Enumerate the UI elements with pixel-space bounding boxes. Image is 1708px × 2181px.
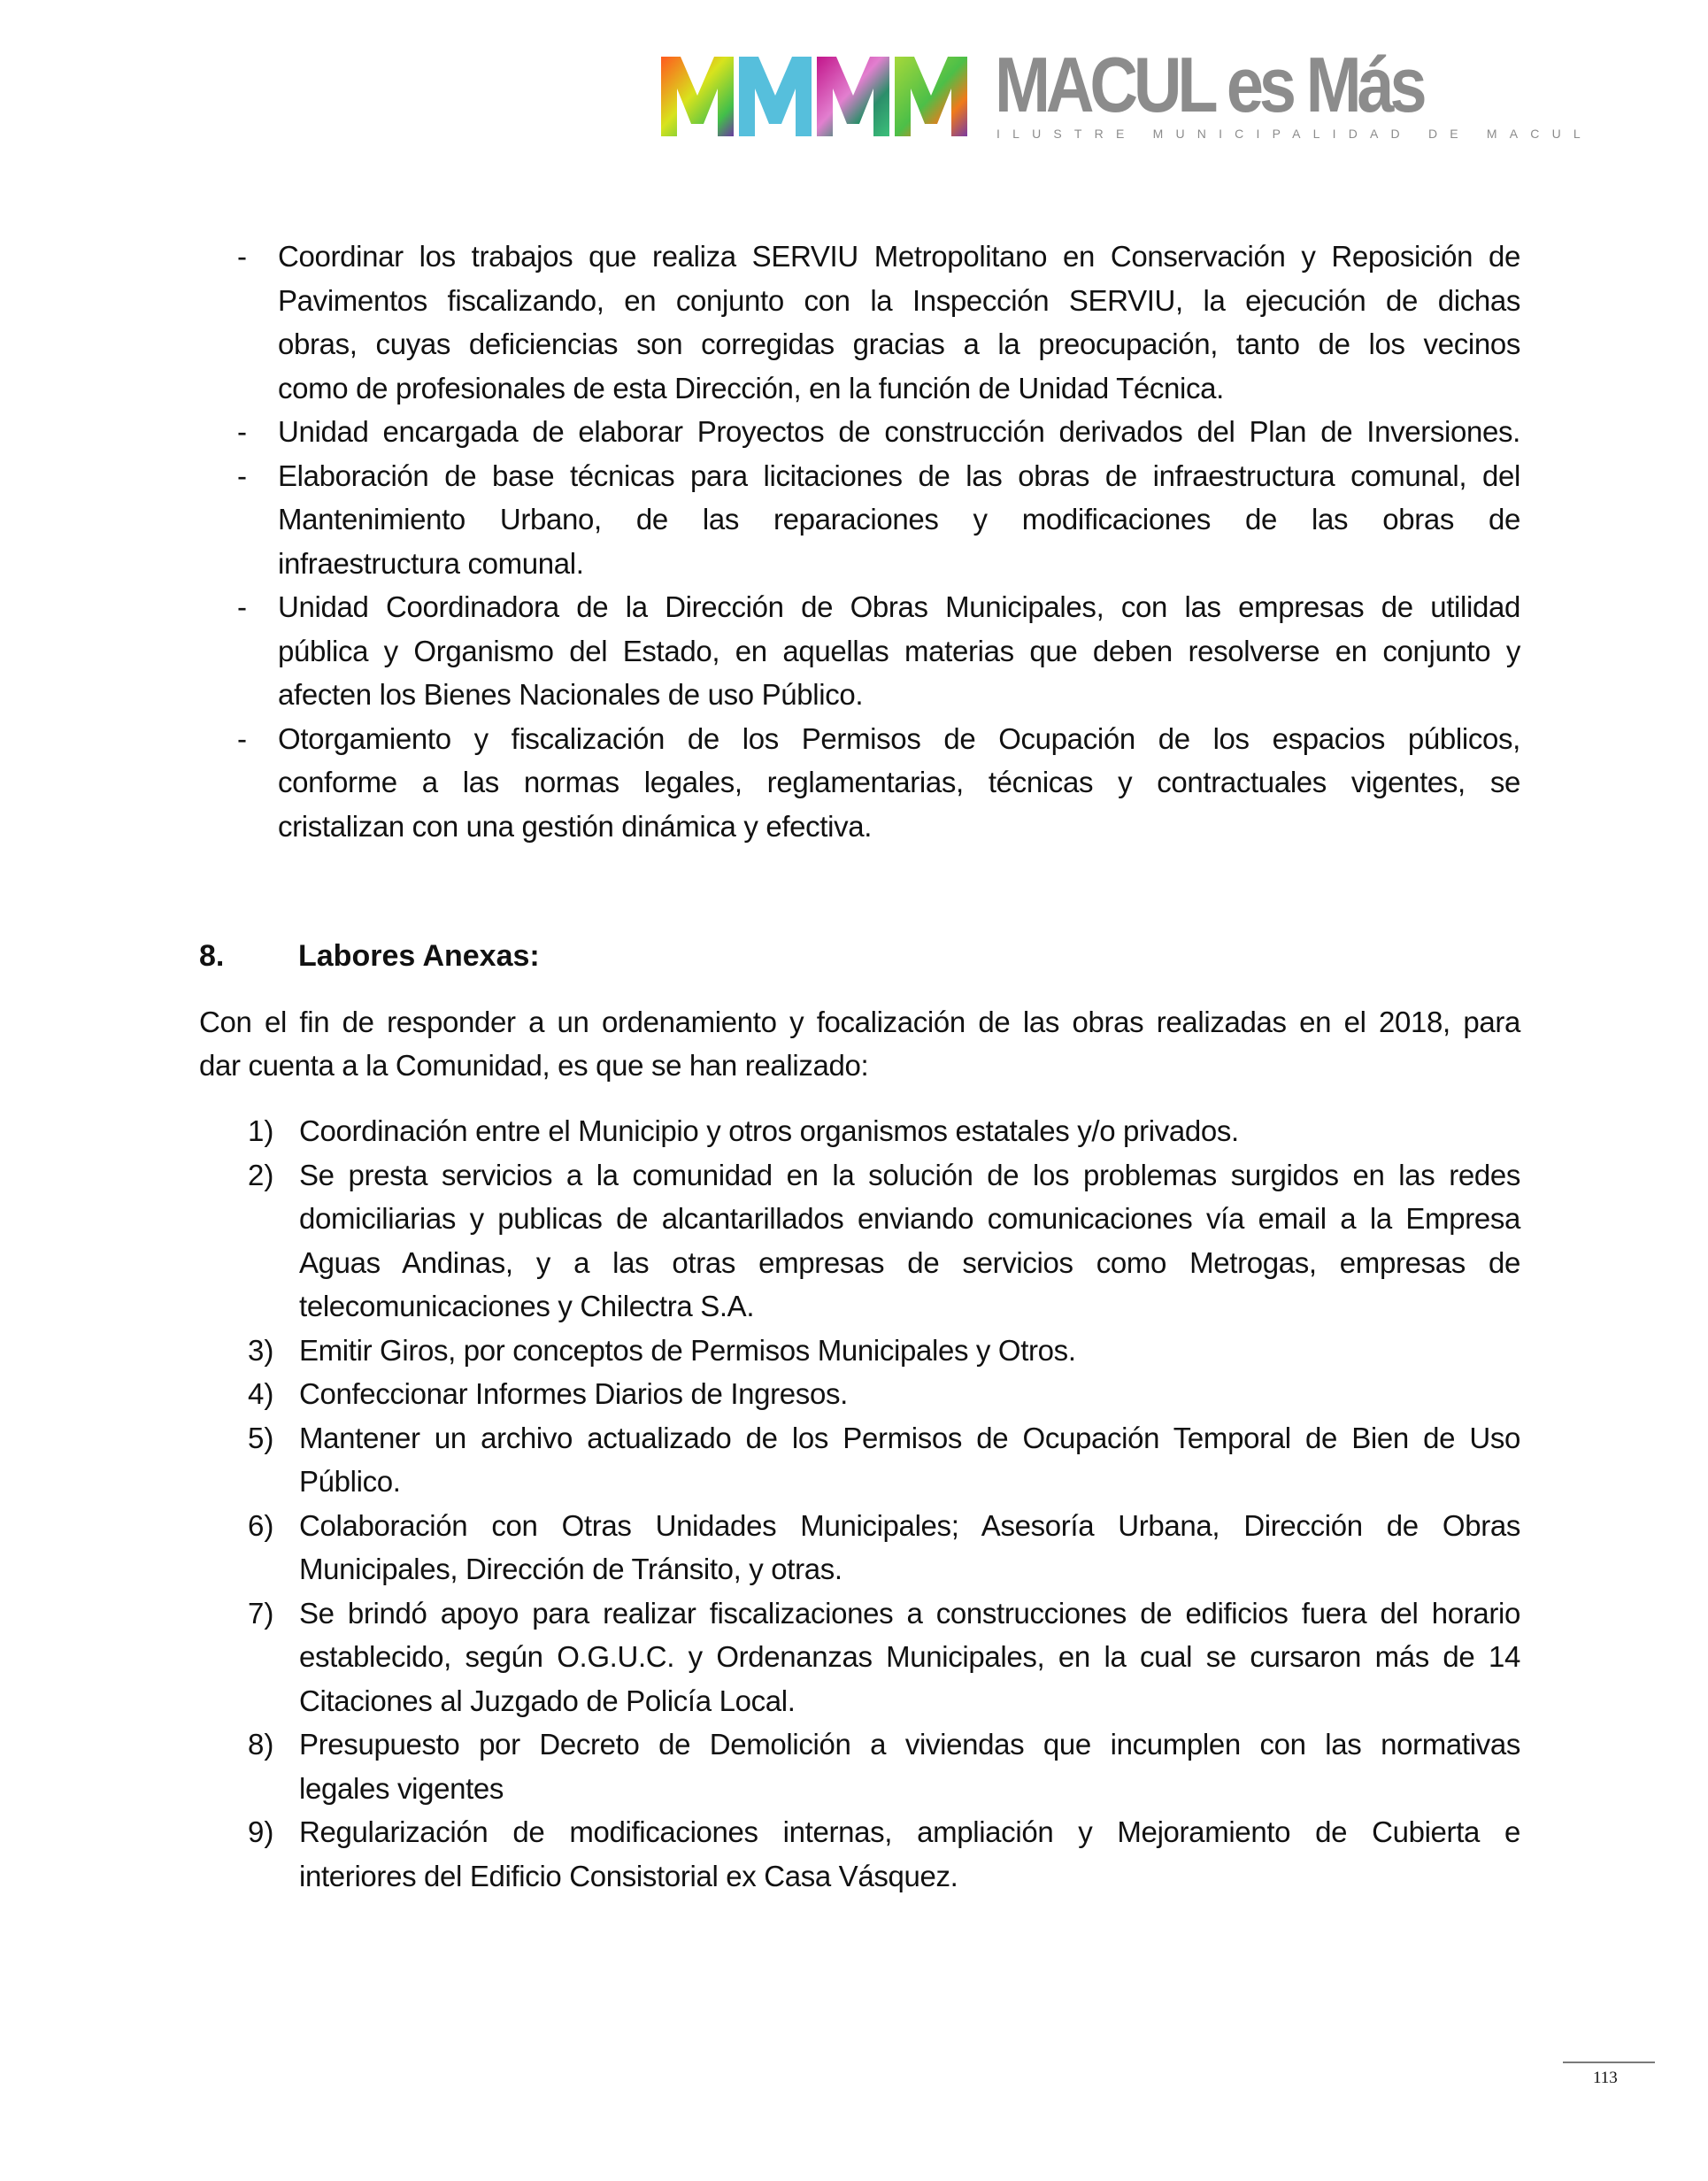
list-item-line: establecido, según O.G.U.C. y Ordenanzas Municipales, en la cual se cursaron más de 14 (299, 1640, 1520, 1673)
list-item-line: afecten los Bienes Nacionales de uso Público. (278, 678, 864, 711)
list-marker-dash: - (237, 722, 247, 755)
section-title: Labores Anexas: (298, 939, 540, 973)
list-item-line: Mantener un archivo actualizado de los Permisos de Ocupación Temporal de Bien de Uso (299, 1422, 1520, 1454)
list-number: 8) (248, 1728, 274, 1761)
list-number: 3) (248, 1334, 274, 1367)
footer-divider (1563, 2062, 1655, 2063)
page-number: 113 (1593, 2069, 1618, 2087)
list-item-line: domiciliarias y publicas de alcantarillados enviando comunicaciones vía email a la Empresa (299, 1202, 1520, 1235)
list-item-line: Unidad Coordinadora de la Dirección de Obras Municipales, con las empresas de utilidad (278, 590, 1520, 623)
list-item-line: telecomunicaciones y Chilectra S.A. (299, 1290, 755, 1322)
logo-letter-m-2 (739, 57, 812, 136)
brand-wordmark: MACUL es Más (995, 41, 1423, 128)
list-item-line: Emitir Giros, por conceptos de Permisos Municipales y Otros. (299, 1334, 1076, 1367)
list-number: 2) (248, 1159, 274, 1191)
list-item-line: Mantenimiento Urbano, de las reparaciones y modificaciones de las obras de (278, 503, 1520, 536)
logo-letter-m-3 (817, 57, 889, 136)
list-item-line: Unidad encargada de elaborar Proyectos de construcción derivados del Plan de Inversiones. (278, 415, 1520, 448)
list-marker-dash: - (237, 240, 247, 273)
m-letter-icon (661, 57, 734, 136)
list-item-line: Otorgamiento y fiscalización de los Permisos de Ocupación de los espacios públicos, (278, 722, 1520, 755)
macul-m-logo (661, 57, 969, 136)
list-item-line: Municipales, Dirección de Tránsito, y otras. (299, 1553, 842, 1585)
list-item-line: Pavimentos fiscalizando, en conjunto con la Inspección SERVIU, la ejecución de dichas (278, 284, 1520, 317)
list-marker-dash: - (237, 459, 247, 492)
list-item-line: Se brindó apoyo para realizar fiscalizaciones a construcciones de edificios fuera del horario (299, 1597, 1520, 1630)
list-item-line: Coordinar los trabajos que realiza SERVIU Metropolitano en Conservación y Reposición de (278, 240, 1520, 273)
logo-letter-m-1 (661, 57, 734, 136)
list-item-line: Público. (299, 1465, 401, 1498)
list-item-line: Presupuesto por Decreto de Demolición a viviendas que incumplen con las normativas (299, 1728, 1520, 1761)
list-number: 6) (248, 1509, 274, 1542)
list-item-line: Elaboración de base técnicas para licitaciones de las obras de infraestructura comunal, del (278, 459, 1520, 492)
brand-tagline: ILUSTRE MUNICIPALIDAD DE MACUL (996, 127, 1593, 141)
list-item-line: Coordinación entre el Municipio y otros organismos estatales y/o privados. (299, 1114, 1239, 1147)
list-number: 5) (248, 1422, 274, 1454)
m-letter-icon (895, 57, 967, 136)
list-item-line: Regularización de modificaciones internas, ampliación y Mejoramiento de Cubierta e (299, 1815, 1520, 1848)
m-letter-icon (817, 57, 889, 136)
list-number: 1) (248, 1114, 274, 1147)
logo-letter-m-4 (895, 57, 967, 136)
list-item-line: Confeccionar Informes Diarios de Ingresos. (299, 1377, 848, 1410)
list-number: 7) (248, 1597, 274, 1630)
list-item-line: como de profesionales de esta Dirección, en la función de Unidad Técnica. (278, 372, 1224, 405)
list-number: 4) (248, 1377, 274, 1410)
list-item-line: interiores del Edificio Consistorial ex Casa Vásquez. (299, 1860, 958, 1892)
list-item-line: obras, cuyas deficiencias son corregidas gracias a la preocupación, tanto de los vecinos (278, 328, 1520, 360)
list-item-line: conforme a las normas legales, reglamentarias, técnicas y contractuales vigentes, se (278, 766, 1520, 798)
intro-paragraph-line: Con el fin de responder a un ordenamiento y focalización de las obras realizadas en el 2018, para (199, 1006, 1520, 1038)
list-item-line: Aguas Andinas, y a las otras empresas de servicios como Metrogas, empresas de (299, 1246, 1520, 1279)
m-letter-icon (739, 57, 812, 136)
list-number: 9) (248, 1815, 274, 1848)
list-marker-dash: - (237, 415, 247, 448)
list-item-line: pública y Organismo del Estado, en aquellas materias que deben resolverse en conjunto y (278, 635, 1520, 667)
list-item-line: Citaciones al Juzgado de Policía Local. (299, 1684, 796, 1717)
list-item-line: legales vigentes (299, 1772, 504, 1805)
list-item-line: Colaboración con Otras Unidades Municipales; Asesoría Urbana, Dirección de Obras (299, 1509, 1520, 1542)
list-marker-dash: - (237, 590, 247, 623)
list-item-line: cristalizan con una gestión dinámica y efectiva. (278, 810, 873, 843)
intro-paragraph-line: dar cuenta a la Comunidad, es que se han realizado: (199, 1049, 869, 1082)
list-item-line: infraestructura comunal. (278, 547, 584, 580)
section-number: 8. (199, 939, 225, 973)
list-item-line: Se presta servicios a la comunidad en la solución de los problemas surgidos en las redes (299, 1159, 1520, 1191)
